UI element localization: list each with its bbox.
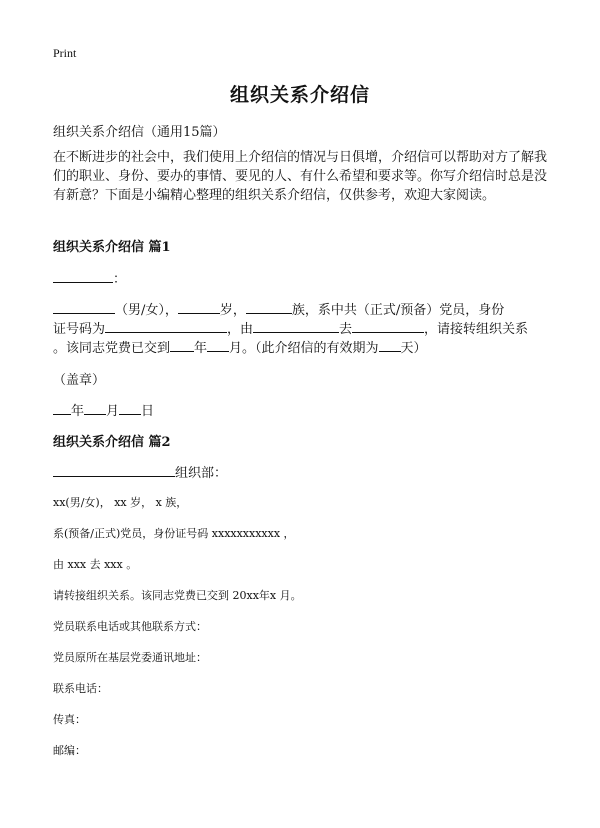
stamp-label: （盖章）	[53, 373, 106, 388]
section2-fee-line: 请转接组织关系。该同志党费已交到 20xx年x 月。	[53, 589, 302, 602]
section2-address-line: 党员原所在基层党委通讯地址：	[53, 651, 207, 664]
blank-days	[379, 338, 401, 352]
text-from: ，由	[227, 322, 254, 337]
section1-addressee	[53, 268, 126, 287]
section1-date	[53, 400, 154, 419]
section2-post-line: 邮编：	[53, 744, 86, 757]
blank-age	[178, 300, 220, 314]
text-year: 年	[194, 341, 208, 356]
text-id: 证号码为	[53, 322, 106, 337]
blank-addressee	[53, 269, 113, 283]
section2-org	[53, 462, 227, 481]
blank-fee-year	[170, 338, 194, 352]
section2-fax-line: 传真：	[53, 713, 86, 726]
section1-line2	[53, 318, 528, 337]
blank-date-month	[84, 401, 106, 415]
blank-id	[105, 319, 227, 333]
text-to: 去	[339, 322, 353, 337]
text-org-dept: 组织部：	[175, 466, 228, 481]
text-transfer: ，请接转组织关系	[424, 322, 529, 337]
section1-line1	[53, 299, 504, 318]
section1-line3	[53, 337, 427, 356]
text-validity: 月。（此介绍信的有效期为	[229, 341, 379, 356]
text-date-day: 日	[141, 404, 155, 419]
page-title: 组织关系介绍信	[229, 84, 370, 106]
blank-fee-month	[207, 338, 229, 352]
section2-heading: 组织关系介绍信 篇2	[53, 435, 171, 450]
section2-from-line: 由 xxx 去 xxx 。	[53, 558, 138, 571]
addressee-colon: ：	[113, 272, 127, 287]
section1-heading: 组织关系介绍信 篇1	[53, 240, 171, 255]
text-ethnic: 族，	[291, 303, 318, 318]
subtitle: 组织关系介绍信（通用15篇）	[53, 125, 226, 140]
text-days: 天）	[400, 341, 427, 356]
blank-org	[53, 463, 175, 477]
print-link[interactable]: Print	[53, 46, 77, 60]
blank-to	[352, 319, 424, 333]
section2-party-line: 系(预备/正式)党员，身份证号码 xxxxxxxxxxx ，	[53, 527, 295, 540]
intro-paragraph: 在不断进步的社会中，我们使用上介绍信的情况与日俱增，介绍信可以帮助对方了解我们的职业、身份、要办的事情、要见的人、有什么希望和要求等。你写介绍信时总是没有新意？下面是小编精心整理的组织关系介绍信，仅供参考，欢迎大家阅读。	[53, 150, 548, 203]
text-fee: 。该同志党费已交到	[53, 341, 171, 356]
blank-date-day	[119, 401, 141, 415]
blank-ethnic	[246, 300, 292, 314]
section2-tel-line: 联系电话：	[53, 682, 108, 695]
text-party: 系中共（正式/预备）党员，身份	[317, 303, 505, 318]
blank-date-year	[53, 401, 71, 415]
text-date-year: 年	[71, 404, 85, 419]
text-age: 岁，	[219, 303, 246, 318]
text-date-month: 月	[106, 404, 120, 419]
blank-name	[53, 300, 115, 314]
section2-gender-line: xx(男/女)， xx 岁， x 族，	[53, 496, 188, 509]
blank-from	[253, 319, 339, 333]
text-gender: （男/女），	[115, 303, 178, 318]
section2-phone-other-line: 党员联系电话或其他联系方式：	[53, 620, 207, 633]
